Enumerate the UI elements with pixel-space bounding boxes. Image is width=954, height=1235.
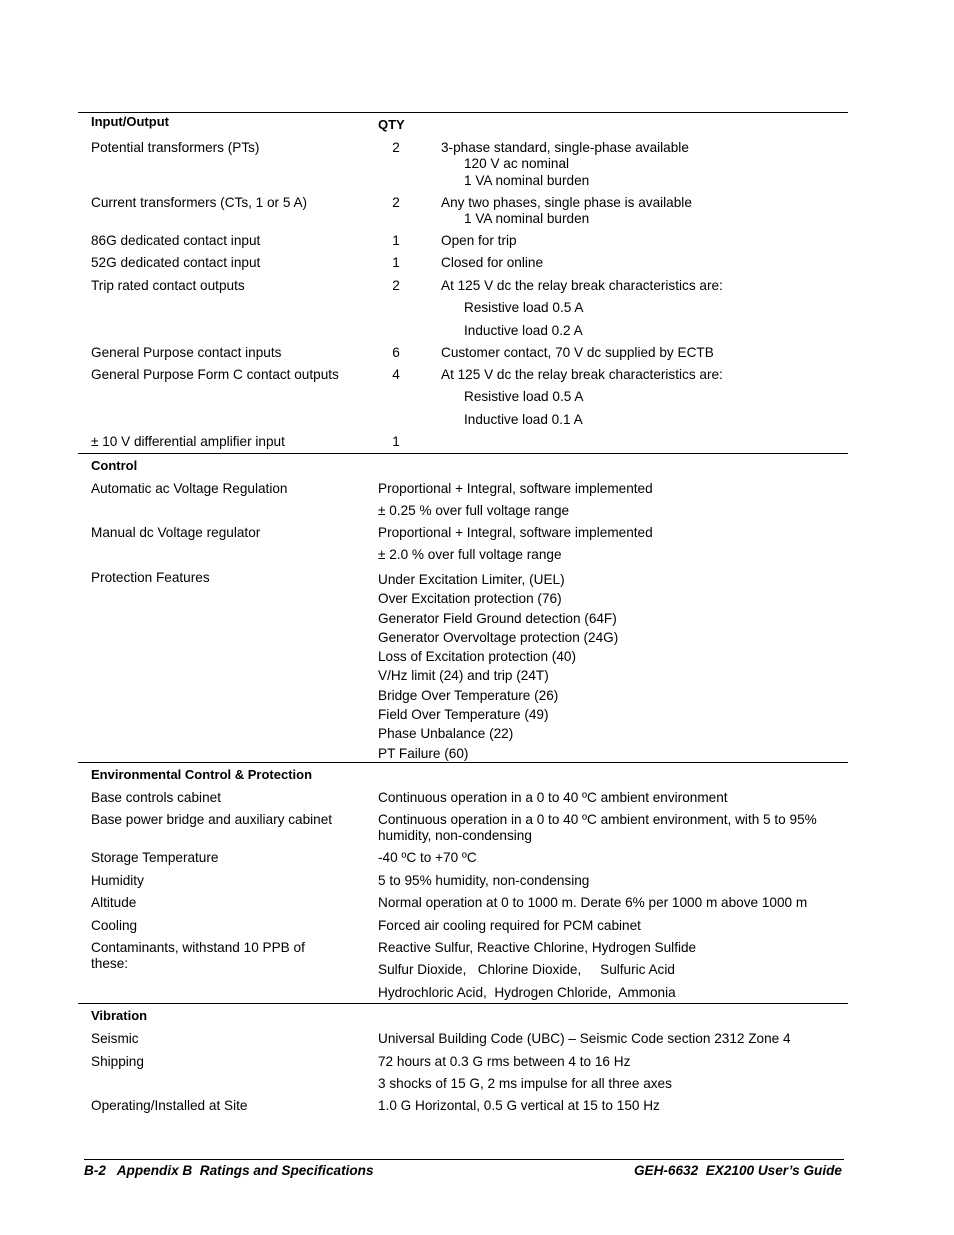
list-item: Field Over Temperature (49) bbox=[378, 707, 549, 723]
page-footer bbox=[84, 1159, 844, 1178]
protection-features-list bbox=[378, 570, 843, 763]
footer-right: GEH-6632 EX2100 User’s Guide bbox=[633, 1163, 842, 1178]
control-section: Control Automatic ac Voltage Regulation Proportional + Integral, software implemented ± 0.25 % over full voltage range Manual dc Voltage regulator Proportional + Integral, software implemented ± 2.0 % over full voltage range Protection Features Under Excitation Limiter, (UEL) Over Excitation protection (76) Generator Field Ground detection (64F) Generator Overvoltage protection (24G) Loss of Excitation protection (40) V/Hz limit (24) and trip (24T) Bridge Over Temperature (26) Field Over Temperature (49) Phase Unbalance (22) PT Failure (60) bbox=[78, 453, 848, 762]
control-heading: Control bbox=[91, 458, 138, 473]
environmental-section: Environmental Control & Protection Base controls cabinet Continuous operation in a 0 to 40 ºC ambient environment Base power bridge and auxiliary cabinet Continuous operation in a 0 to 40 ºC ambient environment, with 5 to 95% humidity, non-condensing Storage Temperature -40 ºC to +70 ºC Humidity 5 to 95% humidity, non-condensing Altitude Normal operation at 0 to 1000 m. Derate 6% per 1000 m above 1000 m Cooling Forced air cooling required for PCM cabinet Contaminants, withstand 10 PPB of these: Reactive Sulfur, Reactive Chlorine, Hydrogen Sulfide Sulfur Dioxide, Chlorine Dioxide, Sulfuric Acid Hydrochloric Acid, Hydrogen Chloride, Ammonia bbox=[78, 762, 848, 1003]
qty-header: QTY bbox=[378, 117, 405, 132]
list-item: Loss of Excitation protection (40) bbox=[378, 649, 576, 665]
list-item: Over Excitation protection (76) bbox=[378, 591, 562, 607]
list-item: Bridge Over Temperature (26) bbox=[378, 687, 559, 703]
environmental-heading: Environmental Control & Protection bbox=[91, 767, 313, 782]
vibration-heading: Vibration bbox=[91, 1008, 148, 1023]
list-item: PT Failure (60) bbox=[378, 745, 469, 761]
list-item: Generator Field Ground detection (64F) bbox=[378, 610, 617, 626]
io-section: Input/Output QTY Potential transformers (PTs) 2 3-phase standard, single-phase available 120 V ac nominal 1 VA nominal burden Current transformers (CTs, 1 or 5 A) 2 Any two phases, single phase is available 1 VA nominal burden 86G dedicated contact input 1 Open for trip 52G dedicated contact input 1 Closed for online Trip rated contact outputs 2 At 125 V dc the relay break characteristics are: Resistive load 0.5 A Inductive load 0.2 A General Purpose contact inputs 6 Customer contact, 70 V dc supplied by ECTB General Purpose Form C contact outputs 4 At 125 V dc the relay break characteristics are: Resistive load 0.5 A Inductive load 0.1 A ± 10 V differential amplifier input 1 bbox=[78, 112, 848, 453]
vibration-section: Vibration Seismic Universal Building Code (UBC) – Seismic Code section 2312 Zone 4 Shipping 72 hours at 0.3 G rms between 4 to 16 Hz 3 shocks of 15 G, 2 ms impulse for all three axes Operating/Installed at Site 1.0 G Horizontal, 0.5 G vertical at 15 to 150 Hz bbox=[78, 1003, 848, 1124]
list-item: Phase Unbalance (22) bbox=[378, 726, 514, 742]
io-heading: Input/Output bbox=[91, 114, 169, 129]
footer-left: B-2 Appendix B Ratings and Specifications bbox=[84, 1163, 374, 1178]
list-item: Generator Overvoltage protection (24G) bbox=[378, 629, 619, 645]
list-item: V/Hz limit (24) and trip (24T) bbox=[378, 668, 549, 684]
list-item: Under Excitation Limiter, (UEL) bbox=[378, 572, 565, 587]
